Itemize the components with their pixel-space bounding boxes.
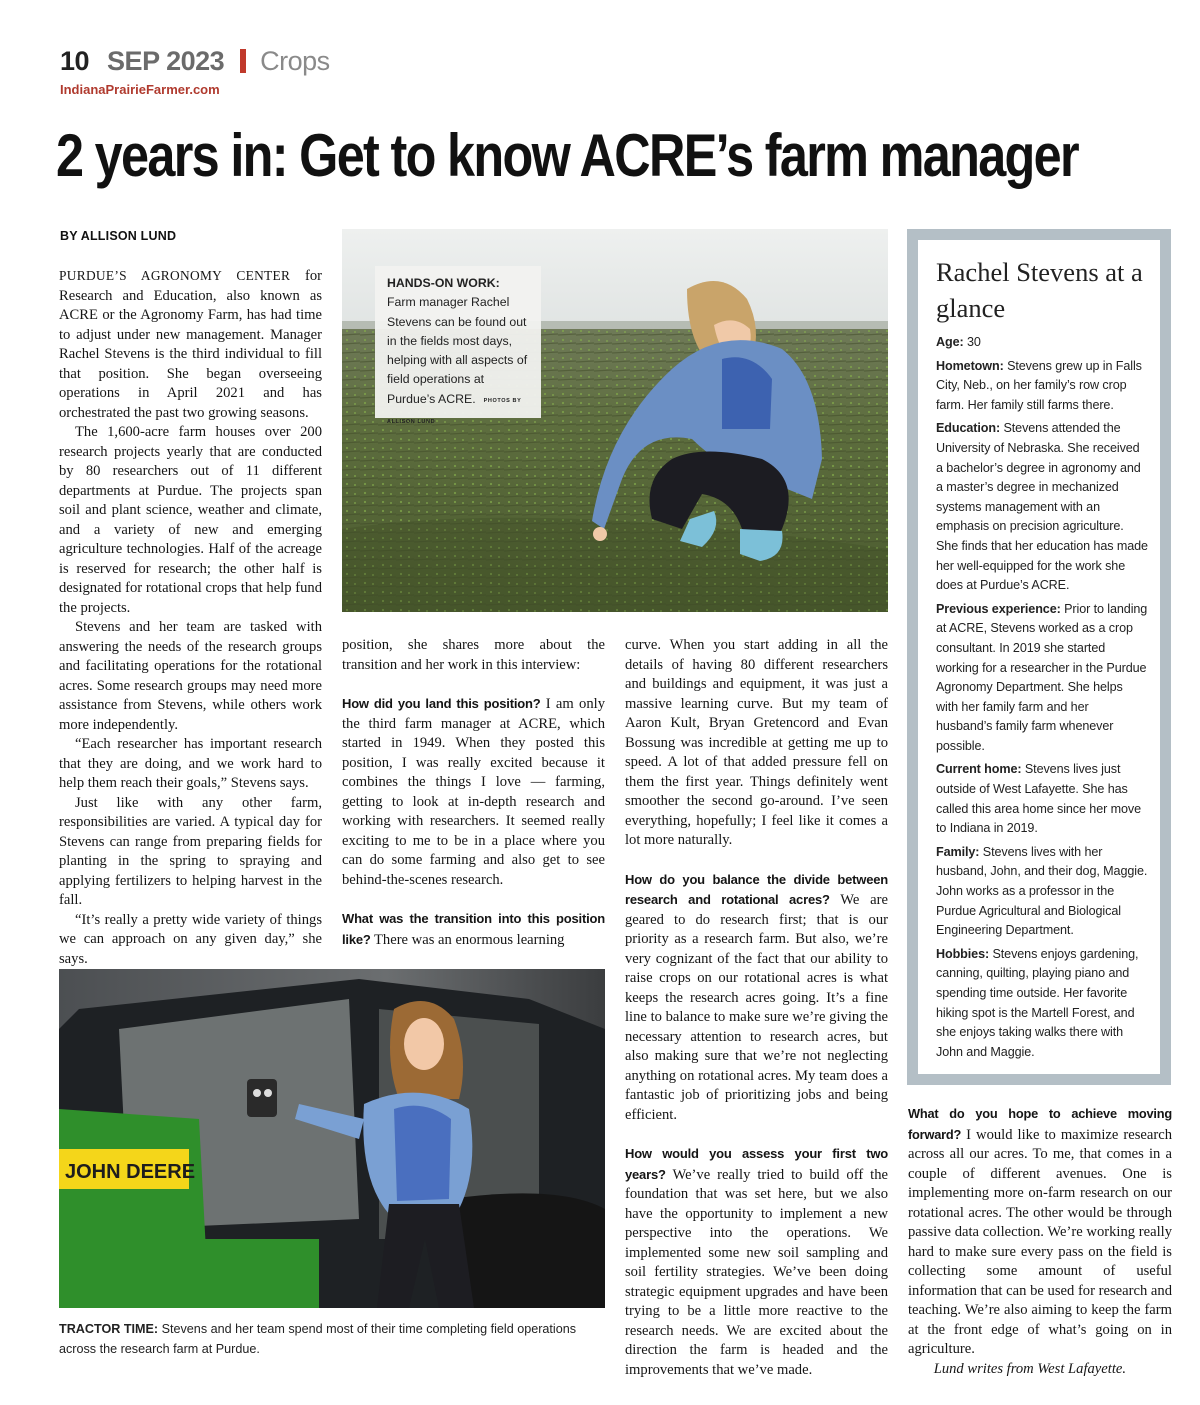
entry-text: Stevens lives with her husband, John, and their dog, Maggie. John works as a professor in the Purdue Agricultural and Biological Engineering Department. (936, 844, 1148, 938)
caption-label: HANDS-ON WORK: (387, 276, 500, 290)
issue-date: SEP 2023 (107, 45, 225, 76)
interview-question: How did you land this position? (342, 696, 541, 711)
at-a-glance-sidebar (907, 229, 1171, 1085)
section-name: Crops (260, 45, 330, 76)
entry-label: Current home: (936, 762, 1022, 777)
answer-text: We are geared to do research first; that is our priority as a research farm. But also, we’re very cognizant of the fact that our ability to raise crops on our rotational acres is what keeps the research acres going. It’s a fine line to balance to make sure we’re giving the necessary attention to research acres, but also making sure that we’re not neglecting anything on rotational acres. My team does a fantastic job of prioritizing jobs and being efficient. (625, 892, 888, 1123)
entry-text: Stevens attended the University of Nebraska. She received a bachelor’s degree in agronomy and a master’s degree in mechanized systems management with an emphasis on precision agriculture. She finds that her education has made her well-equipped for the work she does at Purdue’s ACRE. (936, 421, 1148, 593)
sidebar-entry-hobbies (936, 945, 1148, 1063)
page-number: 10 (60, 45, 90, 76)
body-paragraph: curve. When you start adding in all the details of having 80 different researchers and buildings and equipment, it was just a massive learning curve. But my team of Aaron Kult, Bryan Gretencord and Evan Bossung was incredible at getting me up to speed. A lot of that added pressure fell on them the first year. Things definitely went smoother the second go-around. I’ve seen everything, hopefully; I feel like it comes a lot more naturally. (625, 637, 888, 848)
caption-label: TRACTOR TIME: (59, 1322, 159, 1336)
photo-credit: PHOTOS BY ALLISON LUND (387, 397, 522, 426)
article-byline: BY ALLISON LUND (60, 229, 177, 243)
interview-answer (625, 1144, 888, 1380)
body-paragraph: “Each researcher has important research that they are doing, and we work hard to help them reach their goals,” Stevens says. (59, 736, 322, 791)
interview-answer (342, 694, 605, 890)
tractor-photo (59, 969, 605, 1308)
caption-text: Farm manager Rachel Stevens can be found out in the fields most days, helping with all aspects of field operations at Purdue’s ACRE. (387, 295, 528, 406)
interview-question: What was the transition into this position like? (342, 911, 605, 947)
lead-paragraph-text: for Research and Education, also known as ACRE or the Agronomy Farm, has had time to adjust under new management. Manager Rachel Stevens is the third individual to fill that position. She began overseeing operations in April 2021 and has orchestrated the past two growing seasons. (59, 268, 322, 421)
caption-text: Stevens and her team spend most of their time completing field operations across the research farm at Purdue. (59, 1322, 577, 1356)
section-divider (240, 49, 246, 73)
photo-caption-hands-on-work (375, 266, 541, 426)
article-headline: 2 years in: Get to know ACRE’s farm manager (56, 122, 1078, 189)
lead-caps: PURDUE’S AGRONOMY CENTER (59, 268, 291, 283)
sidebar-entry-hometown (936, 357, 1148, 416)
article-column-4 (908, 1104, 1172, 1379)
answer-text: I would like to maximize research across all our acres. To me, that comes in a couple of different avenues. One is implementing more on-farm research on our rotational acres. The other would be through passive data collection. We’re working really hard to make sure every pass on the field is collecting some amount of useful information that can be used for research and teaching. We’re also aiming to keep the farm at the front edge of what’s going on in agriculture. (908, 1126, 1172, 1357)
body-paragraph: Just like with any other farm, responsibilities are varied. A typical day for Stevens can range from preparing fields for planting in the spring to spraying and applying fertilizers to helping harvest in the fall. (59, 794, 322, 908)
answer-text: We’ve really tried to build off the foundation that was set here, but we also have the opportunity to implement a new perspective into the operations. We implemented some new soil sampling and soil fertility strategies. We’ve been doing strategic equipment upgrades and have been trying to be a little more reactive to the research needs. We are excited about the direction the farm is headed and the improvements that we’ve made. (625, 1166, 888, 1378)
interview-answer (342, 909, 605, 950)
interview-question: How would you assess your first two years? (625, 1146, 888, 1182)
author-signoff: Lund writes from West Lafayette. (933, 1360, 1126, 1377)
interview-question: How do you balance the divide between research and rotational acres? (625, 871, 888, 907)
interview-question: What do you hope to achieve moving forward? (908, 1106, 1172, 1142)
sidebar-entry-family (936, 843, 1148, 941)
article-column-2 (342, 636, 605, 950)
photo-caption-tractor-time (59, 1320, 599, 1359)
tractor-icon (59, 969, 605, 1308)
entry-text: Prior to landing at ACRE, Stevens worked as a crop consultant. In 2019 she started working for a researcher in the Purdue Agronomy Department. She helps with her family farm and her husband’s family farm whenever possible. (936, 601, 1148, 753)
body-paragraph: “It’s really a pretty wide variety of things we can approach on any given day,” she says. (59, 911, 322, 967)
interview-answer (625, 870, 888, 1126)
entry-text: 30 (963, 335, 981, 349)
page-folio (60, 44, 330, 78)
entry-label: Hobbies: (936, 946, 990, 961)
entry-label: Family: (936, 844, 980, 859)
tractor-brand: JOHN DEERE (65, 1161, 196, 1183)
sidebar-entry-current-home (936, 760, 1148, 838)
article-column-3 (625, 636, 888, 1380)
website-url[interactable]: IndianaPrairieFarmer.com (60, 82, 220, 97)
answer-text: I am only the third farm manager at ACRE, which started in 1949. When they posted this position, I was really excited because it combines the things I love — farming, getting to look at in-depth research and working with researchers. It seemed really exciting to me to be in a place where you can do some farming and also get to see behind-the-scenes research. (342, 696, 605, 888)
entry-label: Education: (936, 421, 1001, 436)
lead-paragraph (59, 266, 322, 423)
entry-text: Stevens lives just outside of West Lafayette. She has called this area home since her move to Indiana in 2019. (936, 762, 1142, 836)
sidebar-title: Rachel Stevens at a glance (936, 257, 1143, 323)
body-paragraph: The 1,600-acre farm houses over 200 research projects yearly that are conducted by 80 researchers out of 11 different departments at Purdue. The projects span soil and plant science, weather and climate, and a variety of new and emerging agriculture technologies. Half of the acreage is reserved for research; the other half is designated for rotational crops that help fund the projects. (59, 424, 322, 616)
entry-label: Hometown: (936, 358, 1004, 373)
entry-label: Age: (936, 335, 964, 349)
article-column-1 (59, 266, 322, 989)
sidebar-entry-previous-experience (936, 600, 1148, 757)
sidebar-entry-age (936, 333, 1148, 353)
sidebar-entry-education (936, 419, 1148, 595)
interview-answer (908, 1104, 1172, 1360)
entry-text: Stevens grew up in Falls City, Neb., on her family’s row crop farm. Her family still farms there. (936, 358, 1142, 412)
body-paragraph: position, she shares more about the transition and her work in this interview: (342, 637, 605, 673)
answer-text: There was an enormous learning (370, 931, 565, 948)
body-paragraph: Stevens and her team are tasked with answering the needs of the research groups and facilitating operations for the rotational acres. Some research groups may need more assistance from Stevens, while others work more independently. (59, 619, 322, 733)
entry-label: Previous experience: (936, 601, 1061, 616)
sidebar-content (918, 240, 1160, 1074)
entry-text: Stevens enjoys gardening, canning, quilting, playing piano and spending time outside. Her favorite hiking spot is the Martell Forest, and she enjoys taking walks there with John and Maggie. (936, 946, 1139, 1059)
